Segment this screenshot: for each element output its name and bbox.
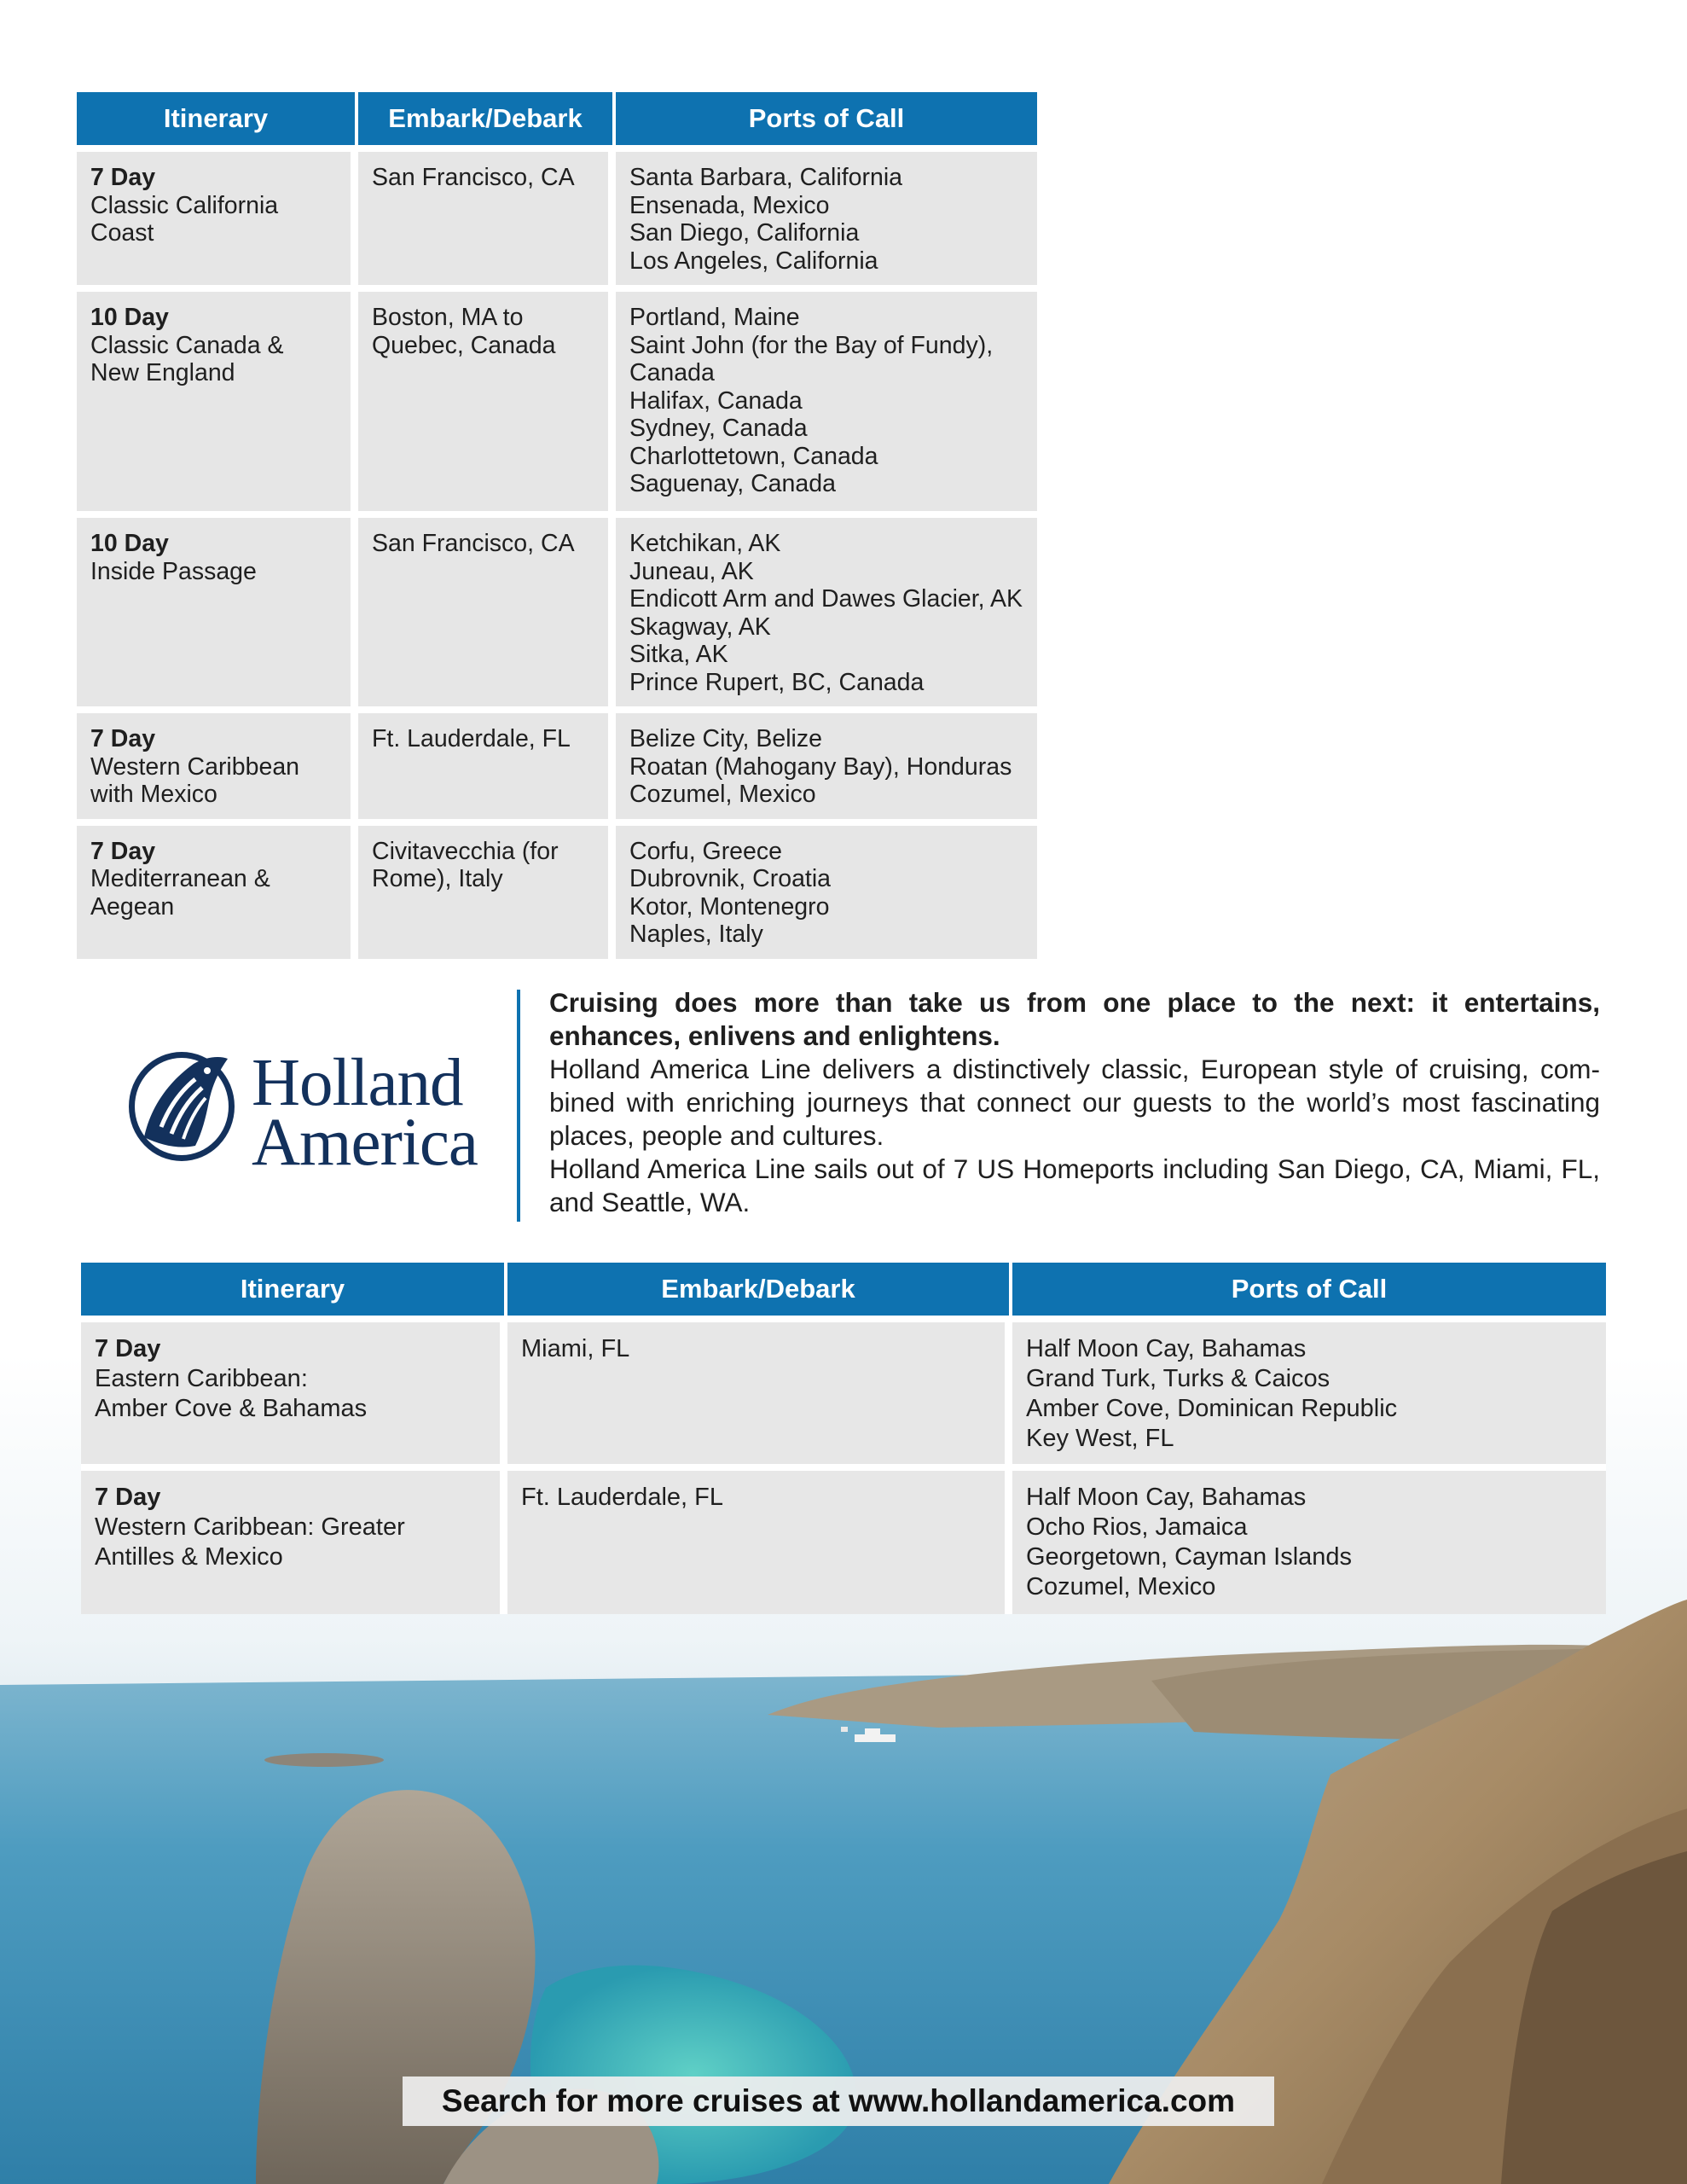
port-of-call: Corfu, Greece (629, 837, 782, 865)
itinerary-name: Aegean (90, 892, 175, 921)
port-of-call: Key West, FL (1026, 1425, 1174, 1452)
logo-text-holland: Holland (252, 1046, 463, 1120)
embark-debark-cell (507, 1316, 1012, 1464)
port-of-call: Naples, Italy (629, 921, 763, 948)
itinerary-name: with Mexico (90, 781, 217, 808)
header-itinerary: Itinerary (81, 1263, 507, 1316)
embark-port: Boston, MA to (372, 304, 524, 331)
header-itinerary: Itinerary (77, 92, 358, 145)
port-of-call: Sitka, AK (629, 641, 728, 668)
table-row (77, 145, 1037, 285)
itinerary-cell (81, 1464, 507, 1614)
itinerary-name: Western Caribbean: Greater (95, 1513, 405, 1541)
trip-length: 10 Day (90, 530, 169, 557)
embark-port: Civitavecchia (for (372, 837, 559, 865)
port-of-call: Prince Rupert, BC, Canada (629, 668, 925, 696)
logo-text-america: America (252, 1106, 478, 1180)
port-of-call: Ensenada, Mexico (629, 191, 830, 219)
embark-port: San Francisco, CA (372, 530, 575, 557)
embark-debark-cell (507, 1464, 1012, 1614)
port-of-call: Amber Cove, Dominican Republic (1026, 1395, 1398, 1422)
itinerary-table-2 (81, 1263, 1606, 1614)
embark-port: Quebec, Canada (372, 331, 556, 359)
ports-of-call-cell (616, 145, 1037, 285)
table-body (81, 1316, 1606, 1614)
port-of-call: Cozumel, Mexico (1026, 1573, 1216, 1600)
table-row (81, 1464, 1606, 1614)
intro-text (549, 986, 1600, 1219)
section-divider (517, 990, 520, 1222)
port-of-call: Portland, Maine (629, 304, 800, 331)
port-of-call: Grand Turk, Turks & Caicos (1026, 1365, 1330, 1392)
ports-of-call-cell (1012, 1316, 1606, 1464)
port-of-call: Skagway, AK (629, 613, 771, 641)
table-row (77, 285, 1037, 511)
embark-debark-cell (358, 285, 616, 511)
port-of-call: San Diego, California (629, 219, 860, 247)
itinerary-name: Inside Passage (90, 557, 257, 585)
itinerary-name: Western Caribbean (90, 752, 300, 781)
itinerary-name: Antilles & Mexico (95, 1543, 283, 1571)
port-of-call: Dubrovnik, Croatia (629, 865, 832, 892)
itinerary-name: Classic Canada & (90, 331, 284, 359)
itinerary-name: Coast (90, 219, 154, 247)
itinerary-name: Mediterranean & (90, 865, 270, 892)
trip-length: 7 Day (95, 1484, 161, 1511)
port-of-call: Ocho Rios, Jamaica (1026, 1513, 1248, 1541)
search-more-cruises-link[interactable]: Search for more cruises at www.hollandamerica.com (403, 2077, 1274, 2126)
itinerary-name: Classic California (90, 191, 279, 219)
itinerary-cell (77, 511, 358, 706)
itinerary-name: New England (90, 359, 235, 386)
port-of-call: Canada (629, 359, 715, 386)
embark-debark-cell (358, 145, 616, 285)
intro-lead: Cruising does more than take us from one place to the next: it entertains, enhances, enlivens and enlightens. (549, 987, 1600, 1051)
port-of-call: Endicott Arm and Dawes Glacier, AK (629, 585, 1023, 613)
intro-paragraph-2: Holland America Line sails out of 7 US Homeports including San Diego, CA, Miami, FL, and Seattle, WA. (549, 1153, 1600, 1217)
itinerary-cell (77, 285, 358, 511)
header-embark-debark: Embark/Debark (358, 92, 616, 145)
ship-bow-emblem-icon (124, 1045, 243, 1165)
ports-of-call-cell (616, 819, 1037, 959)
intro-paragraph-1: Holland America Line delivers a distinctively classic, European style of cruising, com-bined with enriching journeys that connect our guests to the world’s most fascinating places, people and cultures. (549, 1054, 1600, 1151)
ports-of-call-cell (616, 285, 1037, 511)
trip-length: 7 Day (90, 164, 156, 191)
holland-america-logo (124, 1045, 478, 1190)
port-of-call: Georgetown, Cayman Islands (1026, 1543, 1353, 1571)
ports-of-call-cell (616, 706, 1037, 819)
port-of-call: Roatan (Mahogany Bay), Honduras (629, 752, 1012, 781)
header-ports-of-call: Ports of Call (1012, 1263, 1606, 1316)
table-row (77, 819, 1037, 959)
port-of-call: Saguenay, Canada (629, 470, 836, 497)
trip-length: 7 Day (95, 1335, 161, 1362)
port-of-call: Half Moon Cay, Bahamas (1026, 1335, 1307, 1362)
itinerary-cell (77, 819, 358, 959)
embark-port: San Francisco, CA (372, 164, 575, 191)
itinerary-cell (81, 1316, 507, 1464)
table-row (81, 1316, 1606, 1464)
embark-debark-cell (358, 511, 616, 706)
itinerary-cell (77, 145, 358, 285)
port-of-call: Halifax, Canada (629, 386, 803, 415)
embark-port: Ft. Lauderdale, FL (521, 1484, 723, 1511)
table-row (77, 706, 1037, 819)
port-of-call: Santa Barbara, California (629, 164, 903, 191)
itinerary-name: Amber Cove & Bahamas (95, 1395, 368, 1422)
port-of-call: Half Moon Cay, Bahamas (1026, 1484, 1307, 1511)
table-body (77, 145, 1037, 959)
port-of-call: Belize City, Belize (629, 725, 822, 752)
trip-length: 7 Day (90, 837, 156, 865)
port-of-call: Cozumel, Mexico (629, 781, 816, 808)
header-embark-debark: Embark/Debark (507, 1263, 1012, 1316)
port-of-call: Juneau, AK (629, 557, 754, 585)
embark-port: Miami, FL (521, 1335, 630, 1362)
itinerary-table-1 (77, 92, 1037, 959)
table-row (77, 511, 1037, 706)
trip-length: 10 Day (90, 304, 169, 331)
trip-length: 7 Day (90, 725, 156, 752)
embark-debark-cell (358, 819, 616, 959)
port-of-call: Ketchikan, AK (629, 530, 781, 557)
port-of-call: Sydney, Canada (629, 415, 808, 442)
port-of-call: Kotor, Montenegro (629, 892, 830, 921)
embark-debark-cell (358, 706, 616, 819)
embark-port: Ft. Lauderdale, FL (372, 725, 571, 752)
port-of-call: Los Angeles, California (629, 247, 878, 275)
ports-of-call-cell (616, 511, 1037, 706)
itinerary-cell (77, 706, 358, 819)
port-of-call: Charlottetown, Canada (629, 442, 878, 470)
ports-of-call-cell (1012, 1464, 1606, 1614)
itinerary-name: Eastern Caribbean: (95, 1365, 308, 1392)
header-ports-of-call: Ports of Call (616, 92, 1037, 145)
port-of-call: Saint John (for the Bay of Fundy), (629, 331, 994, 359)
embark-port: Rome), Italy (372, 865, 503, 892)
